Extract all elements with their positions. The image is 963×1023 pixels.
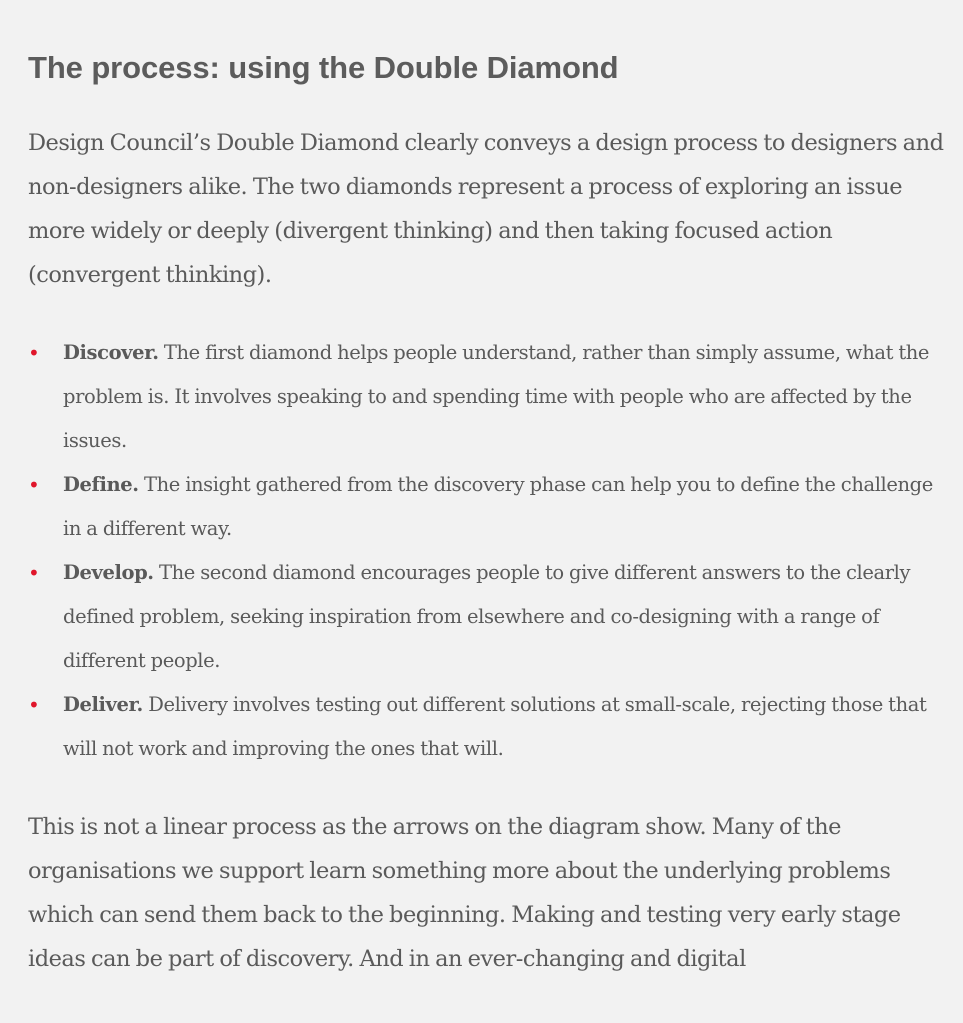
step-title: Deliver. [63,693,143,716]
step-description: The second diamond encourages people to give different answers to the clearly defined problem, seeking inspiration from elsewhere and co-designing with a range of different people. [63,561,911,672]
step-description: Delivery involves testing out different solutions at small-scale, rejecting those that will not work and improving the ones that will. [63,693,927,760]
bullet-icon: • [28,473,40,497]
bullet-icon: • [28,561,40,585]
list-item-deliver [28,683,953,771]
step-title: Develop. [63,561,154,584]
article-body [28,0,953,981]
step-title: Discover. [63,341,159,364]
section-heading: The process: using the Double Diamond [28,50,619,85]
list-item-discover [28,331,953,463]
step-title: Define. [63,473,139,496]
intro-paragraph: Design Council’s Double Diamond clearly conveys a design process to designers and non-designers alike. The two diamonds represent a process of exploring an issue more widely or deeply (divergent thinking) and then taking focused action (convergent thinking). [28,130,944,288]
list-item-define [28,463,953,551]
bullet-icon: • [28,341,40,365]
step-description: The first diamond helps people understand, rather than simply assume, what the problem is. It involves speaking to and spending time with people who are affected by the issues. [63,341,930,452]
outro-paragraph: This is not a linear process as the arrows on the diagram show. Many of the organisations we support learn something more about the underlying problems which can send them back to the beginning. Making and testing very early stage ideas can be part of discovery. And in an ever-changing and digital [28,814,901,972]
step-description: The insight gathered from the discovery phase can help you to define the challenge in a different way. [63,473,933,540]
list-item-develop [28,551,953,683]
bullet-icon: • [28,693,40,717]
process-steps-list [28,331,953,771]
